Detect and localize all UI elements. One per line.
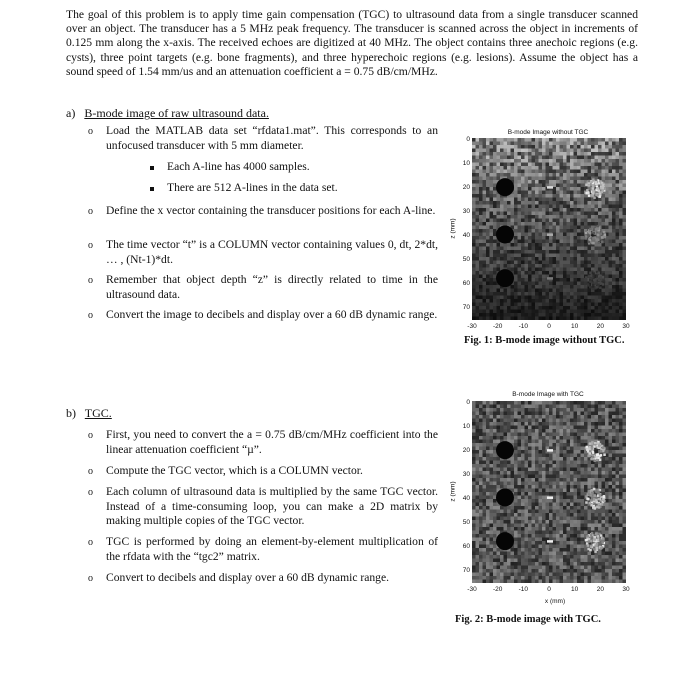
hyperechoic-speckle <box>602 187 605 190</box>
hyperechoic-speckle <box>598 503 601 506</box>
part-a-heading <box>66 106 269 121</box>
bullet-icon: o <box>88 310 93 321</box>
bullet-icon: o <box>88 466 93 477</box>
hyperechoic-speckle <box>603 500 606 503</box>
hyperechoic-speckle <box>589 452 592 455</box>
hyperechoic-speckle <box>588 180 591 183</box>
hyperechoic-speckle <box>594 536 597 539</box>
hyperechoic-speckle <box>589 502 592 505</box>
part-b-bullet-1: First, you need to convert the a = 0.75 dB/cm/MHz coefficient into the linear attenuation coefficient “µ”. <box>106 428 438 456</box>
hyperechoic-speckle <box>585 501 588 504</box>
hyperechoic-speckle <box>599 494 602 497</box>
bullet-icon: o <box>88 573 93 584</box>
x-tick-label: -10 <box>518 323 529 330</box>
hyperechoic-speckle <box>602 537 605 540</box>
y-tick-label: 20 <box>462 184 470 191</box>
hyperechoic-speckle <box>592 242 595 245</box>
hyperechoic-speckle <box>587 192 590 195</box>
hyperechoic-speckle <box>598 190 601 193</box>
y-tick-label: 50 <box>462 519 470 526</box>
bullet-icon: o <box>88 487 93 498</box>
hyperechoic-speckle <box>594 550 597 553</box>
y-tick-label: 30 <box>462 471 470 478</box>
hyperechoic-speckle <box>597 454 600 457</box>
hyperechoic-speckle <box>588 241 591 244</box>
y-tick-label: 10 <box>462 160 470 167</box>
hyperechoic-speckle <box>592 284 595 287</box>
hyperechoic-speckle <box>588 493 591 496</box>
hyperechoic-speckle <box>588 455 591 458</box>
hyperechoic-speckle <box>590 545 593 548</box>
hyperechoic-speckle <box>592 184 595 187</box>
y-tick-label: 70 <box>462 304 470 311</box>
y-tick-label: 20 <box>462 447 470 454</box>
part-a-bullet-1: Load the MATLAB data set “rfdata1.mat”. This corresponds to an unfocused transducer with 5 mm diameter. <box>106 124 438 152</box>
x-tick-label: 30 <box>622 586 630 593</box>
hyperechoic-speckle <box>597 225 600 228</box>
y-tick-label: 40 <box>462 495 470 502</box>
hyperechoic-speckle <box>599 287 602 290</box>
anechoic-region <box>496 178 514 196</box>
part-b-bullet-2: Compute the TGC vector, which is a COLUMN vector. <box>106 464 363 477</box>
hyperechoic-speckle <box>593 232 596 235</box>
hyperechoic-speckle <box>594 460 597 463</box>
anechoic-region <box>496 532 514 550</box>
hyperechoic-speckle <box>592 451 595 454</box>
hyperechoic-speckle <box>600 276 603 279</box>
part-a-bullet-4: Remember that object depth “z” is directly related to time in the ultrasound data. <box>106 273 438 301</box>
hyperechoic-speckle <box>592 237 595 240</box>
y-tick-label: 50 <box>462 256 470 263</box>
part-a-bullet-2: Define the x vector containing the transducer positions for each A-line. <box>106 204 436 217</box>
hyperechoic-speckle <box>598 242 601 245</box>
point-target <box>547 449 553 452</box>
part-b-title: TGC. <box>84 406 112 420</box>
hyperechoic-speckle <box>595 239 598 242</box>
hyperechoic-speckle <box>598 498 601 501</box>
hyperechoic-speckle <box>590 499 593 502</box>
hyperechoic-speckle <box>592 288 595 291</box>
y-tick-label: 0 <box>466 399 470 406</box>
hyperechoic-speckle <box>598 506 601 509</box>
hyperechoic-speckle <box>601 236 604 239</box>
hyperechoic-speckle <box>592 282 595 285</box>
x-tick-label: -20 <box>492 323 503 330</box>
y-tick-label: 60 <box>462 280 470 287</box>
hyperechoic-speckle <box>595 181 598 184</box>
x-tick-label: -20 <box>492 586 503 593</box>
intro-paragraph: The goal of this problem is to apply time gain compensation (TGC) to ultrasound data from a single transducer scanned over an object. The transducer has a 5 MHz peak frequency. The transducer is scanned across the object in increments of 0.125 mm along the x-axis. The received echoes are digitized at 40 MHz. The object contains three anechoic regions (e.g. cysts), three point targets (e.g. bone fragments), and three hyperechoic regions (e.g. lesions). Assume the object has a sound speed of 1.54 mm/us and an attenuation coefficient a = 0.75 dB/cm/MHz. <box>66 8 638 78</box>
hyperechoic-speckle <box>594 442 597 445</box>
hyperechoic-speckle <box>591 447 594 450</box>
hyperechoic-speckle <box>585 184 588 187</box>
hyperechoic-speckle <box>595 499 598 502</box>
hyperechoic-speckle <box>586 535 589 538</box>
x-tick-label: 10 <box>571 323 579 330</box>
bullet-icon: o <box>88 430 93 441</box>
part-a-bullet-5: Convert the image to decibels and display over a 60 dB dynamic range. <box>106 308 438 321</box>
point-target <box>547 496 553 499</box>
hyperechoic-speckle <box>596 547 599 550</box>
hyperechoic-speckle <box>592 190 595 193</box>
hyperechoic-speckle <box>598 279 601 282</box>
hyperechoic-speckle <box>595 282 598 285</box>
fig2-caption: Fig. 2: B-mode image with TGC. <box>455 614 601 625</box>
hyperechoic-speckle <box>600 547 603 550</box>
hyperechoic-speckle <box>588 275 591 278</box>
hyperechoic-speckle <box>603 454 606 457</box>
part-a-sub-bullet-1: Each A-line has 4000 samples. <box>167 160 310 173</box>
hyperechoic-speckle <box>600 534 603 537</box>
point-target <box>547 277 553 280</box>
y-tick-label: 0 <box>466 136 470 143</box>
anechoic-region <box>496 225 514 243</box>
hyperechoic-speckle <box>594 268 597 271</box>
y-tick-label: 10 <box>462 423 470 430</box>
hyperechoic-speckle <box>585 278 588 281</box>
hyperechoic-speckle <box>587 498 590 501</box>
part-a-title: B-mode image of raw ultrasound data. <box>84 106 269 120</box>
hyperechoic-speckle <box>596 286 599 289</box>
hyperechoic-speckle <box>602 447 605 450</box>
hyperechoic-speckle <box>597 491 600 494</box>
point-target <box>547 540 553 543</box>
hyperechoic-speckle <box>597 535 600 538</box>
x-tick-label: 0 <box>547 586 551 593</box>
hyperechoic-speckle <box>597 187 600 190</box>
hyperechoic-speckle <box>588 194 591 197</box>
point-target <box>547 186 553 189</box>
hyperechoic-speckle <box>591 492 594 495</box>
square-bullet-icon <box>150 187 154 191</box>
hyperechoic-speckle <box>590 458 593 461</box>
hyperechoic-speckle <box>601 241 604 244</box>
hyperechoic-speckle <box>593 279 596 282</box>
hyperechoic-speckle <box>592 187 595 190</box>
hyperechoic-speckle <box>597 284 600 287</box>
bullet-icon: o <box>88 537 93 548</box>
hyperechoic-speckle <box>595 532 598 535</box>
part-a-bullet-3: The time vector “t” is a COLUMN vector containing values 0, dt, 2*dt, … , (Nt-1)*dt. <box>106 238 438 266</box>
point-target <box>547 233 553 236</box>
hyperechoic-speckle <box>589 232 592 235</box>
fig1-bmode-image <box>472 138 626 320</box>
part-b-bullet-5: Convert to decibels and display over a 60 dB dynamic range. <box>106 571 390 584</box>
part-b-marker: b) <box>66 406 76 420</box>
hyperechoic-speckle <box>601 191 604 194</box>
hyperechoic-speckle <box>585 539 588 542</box>
x-tick-label: 0 <box>547 323 551 330</box>
part-b-heading <box>66 406 112 421</box>
hyperechoic-speckle <box>586 189 589 192</box>
hyperechoic-speckle <box>602 184 605 187</box>
hyperechoic-speckle <box>603 280 606 283</box>
square-bullet-icon <box>150 166 154 170</box>
y-tick-label: 70 <box>462 567 470 574</box>
hyperechoic-speckle <box>589 442 592 445</box>
hyperechoic-speckle <box>589 286 592 289</box>
hyperechoic-speckle <box>589 228 592 231</box>
x-tick-label: 20 <box>596 586 604 593</box>
hyperechoic-speckle <box>603 236 606 239</box>
hyperechoic-speckle <box>591 180 594 183</box>
hyperechoic-speckle <box>600 450 603 453</box>
hyperechoic-speckle <box>588 490 591 493</box>
hyperechoic-speckle <box>589 272 592 275</box>
hyperechoic-speckle <box>594 507 597 510</box>
hyperechoic-speckle <box>593 548 596 551</box>
x-tick-label: -30 <box>467 586 477 593</box>
hyperechoic-speckle <box>585 237 588 240</box>
hyperechoic-speckle <box>601 503 604 506</box>
hyperechoic-speckle <box>593 538 596 541</box>
bullet-icon: o <box>88 126 93 137</box>
hyperechoic-speckle <box>588 540 591 543</box>
fig1-title: B-mode Image without TGC <box>507 129 589 136</box>
hyperechoic-speckle <box>597 234 600 237</box>
hyperechoic-speckle <box>598 444 601 447</box>
fig2-xlabel: x (mm) <box>544 598 566 605</box>
hyperechoic-speckle <box>594 495 597 498</box>
hyperechoic-speckle <box>598 272 601 275</box>
part-a-sub-bullet-2: There are 512 A-lines in the data set. <box>167 181 338 194</box>
y-tick-label: 60 <box>462 543 470 550</box>
y-tick-label: 30 <box>462 208 470 215</box>
anechoic-region <box>496 269 514 287</box>
bullet-icon: o <box>88 275 93 286</box>
hyperechoic-speckle <box>587 234 590 237</box>
hyperechoic-speckle <box>597 538 600 541</box>
hyperechoic-speckle <box>594 544 597 547</box>
hyperechoic-speckle <box>587 284 590 287</box>
hyperechoic-speckle <box>595 456 598 459</box>
hyperechoic-speckle <box>596 194 599 197</box>
anechoic-region <box>496 488 514 506</box>
fig1-caption: Fig. 1: B-mode image without TGC. <box>464 335 625 346</box>
part-a-marker: a) <box>66 106 76 120</box>
part-b-bullet-3: Each column of ultrasound data is multiplied by the same TGC vector. Instead of a time-consuming loop, you can make a 2D matrix by making multiple copies of the TGC vector. <box>106 485 438 527</box>
x-tick-label: 10 <box>571 586 579 593</box>
bullet-icon: o <box>88 240 93 251</box>
hyperechoic-speckle <box>593 445 596 448</box>
hyperechoic-speckle <box>593 488 596 491</box>
hyperechoic-speckle <box>589 549 592 552</box>
fig2-title: B-mode Image with TGC <box>512 391 584 398</box>
hyperechoic-speckle <box>588 184 591 187</box>
hyperechoic-speckle <box>604 233 607 236</box>
hyperechoic-speckle <box>591 442 594 445</box>
x-tick-label: 20 <box>596 323 604 330</box>
hyperechoic-speckle <box>600 454 603 457</box>
x-tick-label: -30 <box>467 323 477 330</box>
hyperechoic-speckle <box>587 544 590 547</box>
hyperechoic-speckle <box>589 278 592 281</box>
hyperechoic-speckle <box>595 228 598 231</box>
hyperechoic-speckle <box>590 534 593 537</box>
part-b-bullet-4: TGC is performed by doing an element-by-element multiplication of the rfdata with the “tgc2” matrix. <box>106 535 438 563</box>
hyperechoic-speckle <box>602 283 605 286</box>
hyperechoic-speckle <box>602 496 605 499</box>
bullet-icon: o <box>88 206 93 217</box>
hyperechoic-speckle <box>602 273 605 276</box>
x-tick-label: -10 <box>518 586 529 593</box>
hyperechoic-speckle <box>586 446 589 449</box>
fig2-bmode-image <box>472 401 626 583</box>
x-tick-label: 30 <box>622 323 630 330</box>
fig1-ylabel: z (mm) <box>449 218 457 239</box>
fig2-ylabel: z (mm) <box>449 481 457 502</box>
y-tick-label: 40 <box>462 232 470 239</box>
hyperechoic-speckle <box>596 459 599 462</box>
hyperechoic-speckle <box>585 232 588 235</box>
anechoic-region <box>496 441 514 459</box>
hyperechoic-speckle <box>591 194 594 197</box>
hyperechoic-speckle <box>593 197 596 200</box>
hyperechoic-speckle <box>596 275 599 278</box>
